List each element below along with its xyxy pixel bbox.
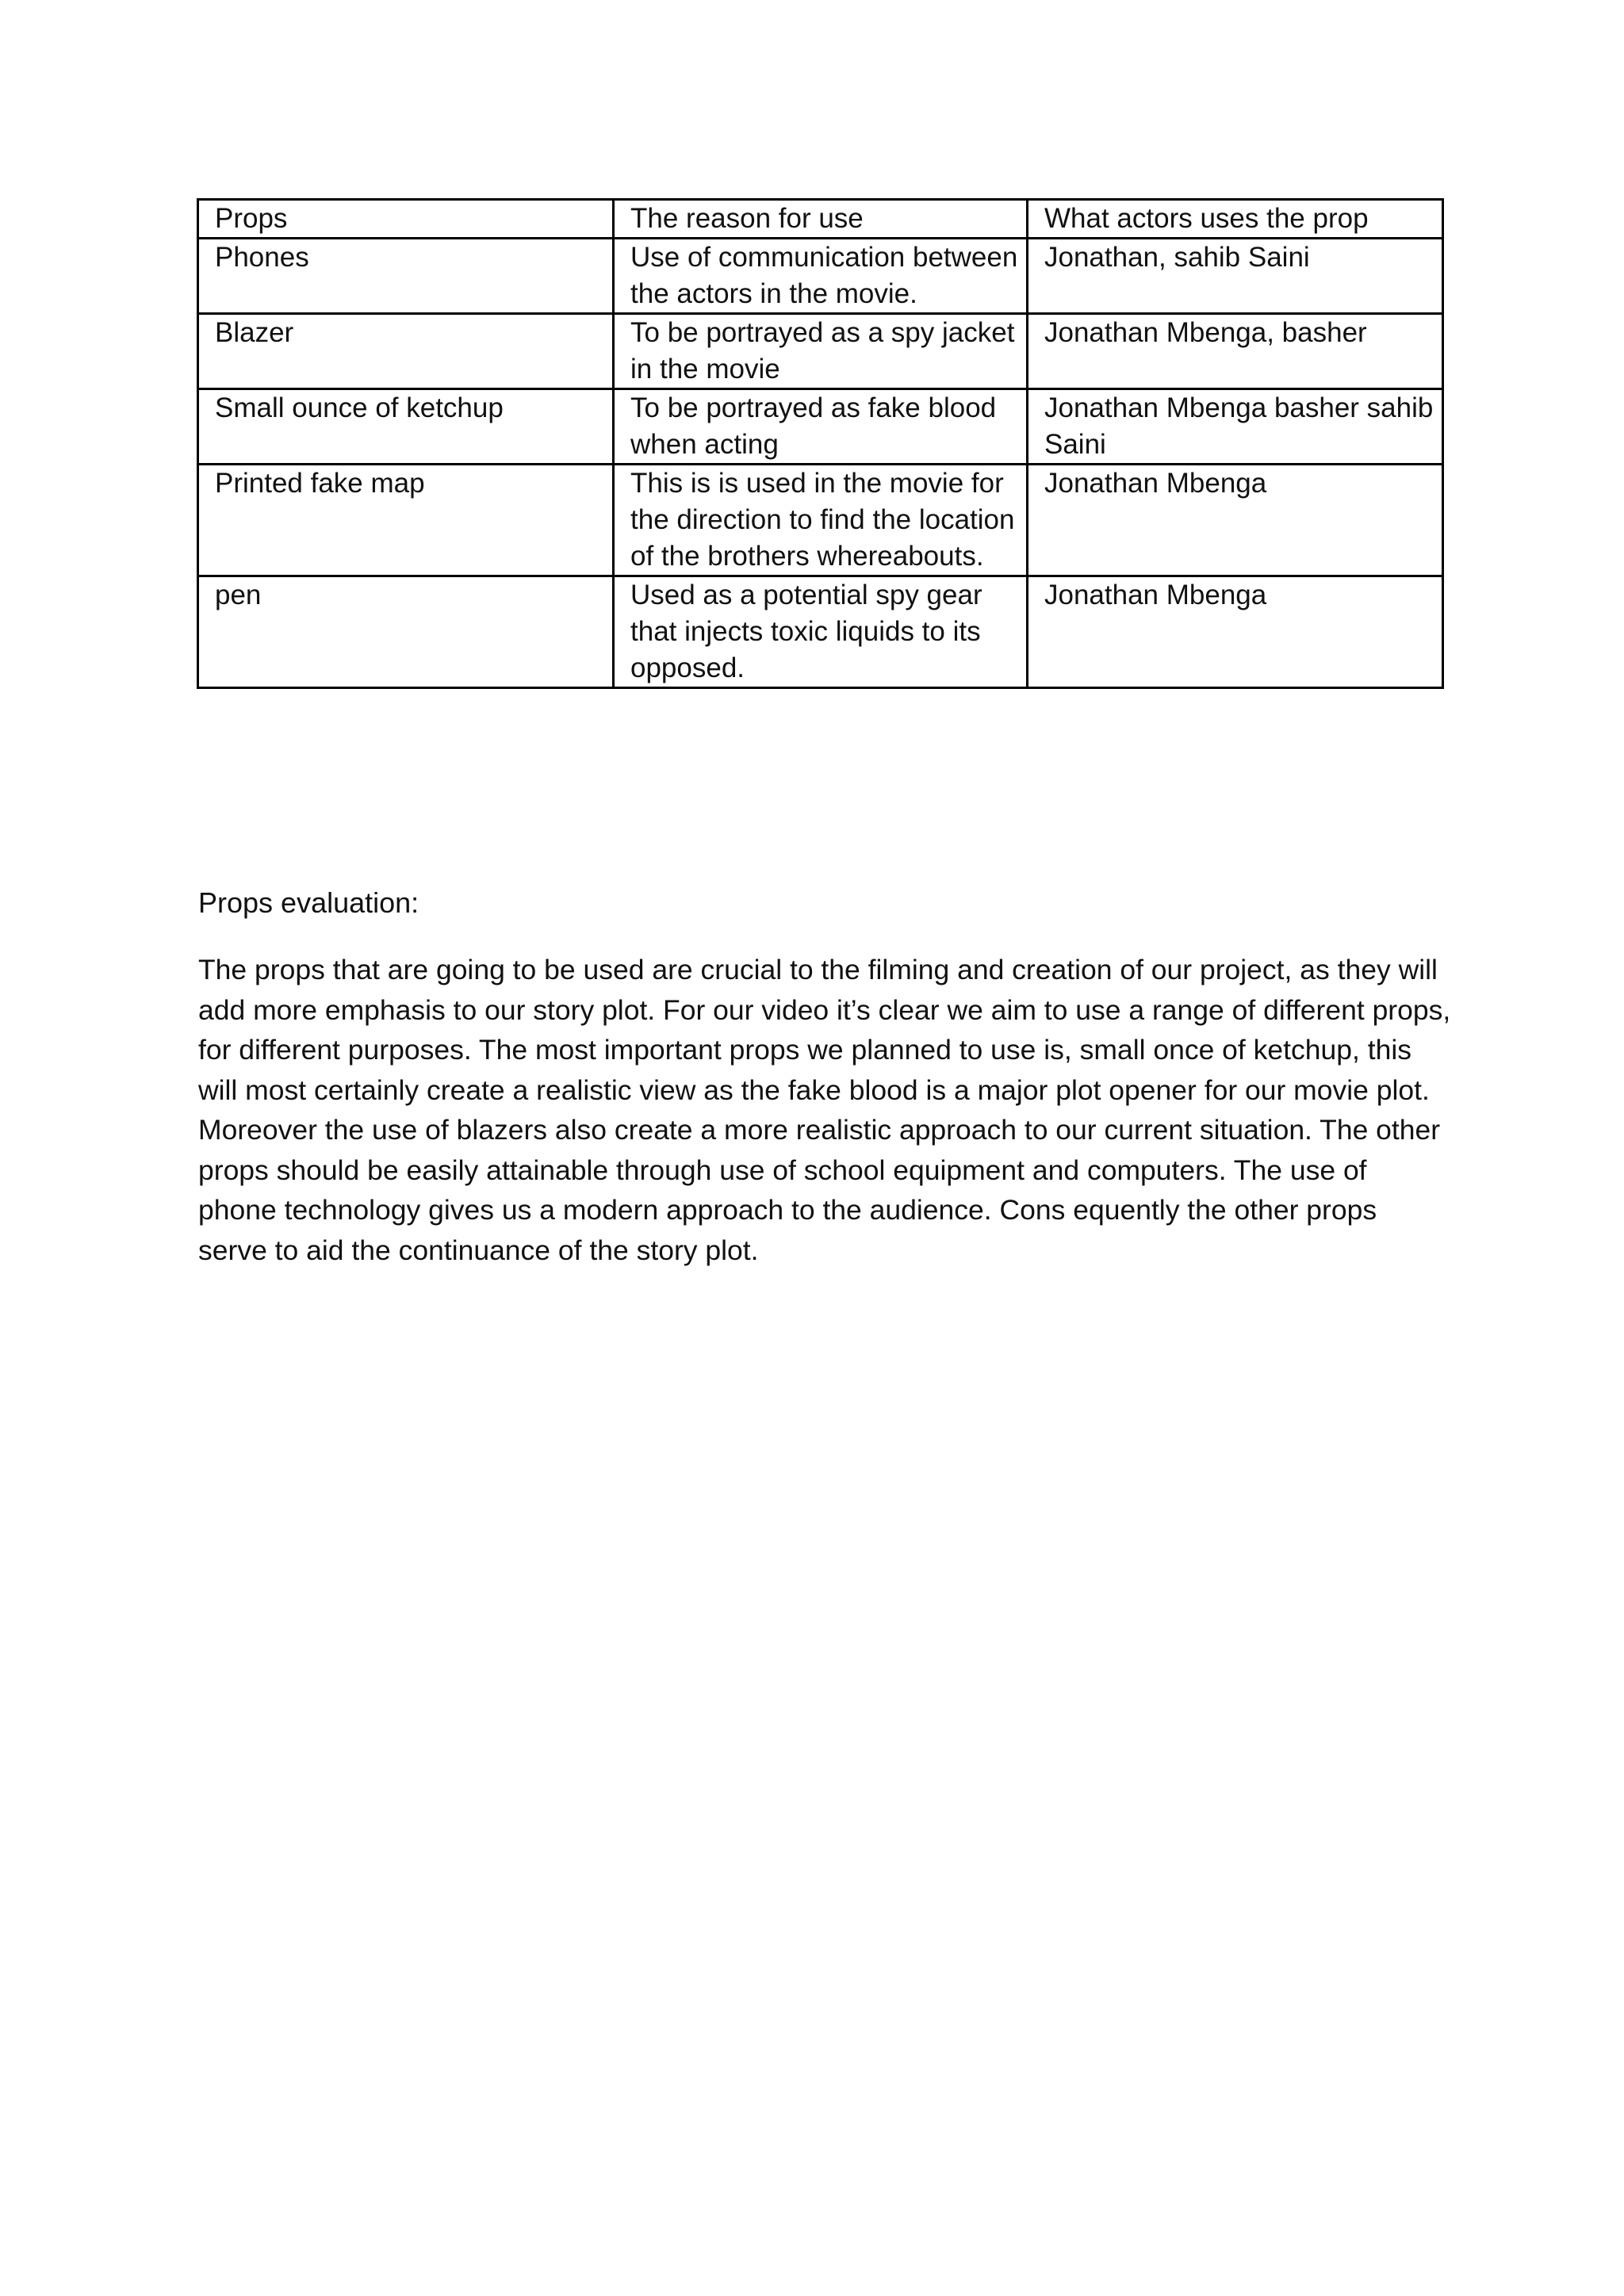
cell-actors: Jonathan Mbenga basher sahib Saini	[1028, 389, 1443, 465]
evaluation-heading: Props evaluation:	[198, 886, 419, 919]
cell-reason: To be portrayed as fake blood when acting	[614, 389, 1028, 465]
table-row	[198, 239, 1443, 314]
cell-actors: Jonathan Mbenga	[1028, 465, 1443, 576]
header-props: Props	[198, 200, 614, 239]
table-row	[198, 389, 1443, 465]
cell-actors: Jonathan, sahib Saini	[1028, 239, 1443, 314]
table-row	[198, 576, 1443, 688]
evaluation-paragraph: The props that are going to be used are crucial to the filming and creation of our project, as they will add more emphasis to our story plot. For our video it’s clear we aim to use a range of different props, for different purposes. The most important props we planned to use is, small once of ketchup, this will most certainly create a realistic view as the fake blood is a major plot opener for our movie plot. Moreover the use of blazers also create a more realistic approach to our current situation. The other props should be easily attainable through use of school equipment and computers. The use of phone technology gives us a modern approach to the audience. Cons equently the other props serve to aid the continuance of the story plot.	[198, 954, 1451, 1266]
cell-prop: pen	[198, 576, 614, 688]
cell-reason: This is is used in the movie for the direction to find the location of the brothers whereabouts.	[614, 465, 1028, 576]
cell-prop: Small ounce of ketchup	[198, 389, 614, 465]
cell-prop: Blazer	[198, 314, 614, 389]
cell-reason: Used as a potential spy gear that injects toxic liquids to its opposed.	[614, 576, 1028, 688]
table-row	[198, 314, 1443, 389]
cell-actors: Jonathan Mbenga	[1028, 576, 1443, 688]
table-header-row	[198, 200, 1443, 239]
cell-prop: Phones	[198, 239, 614, 314]
table-row	[198, 465, 1443, 576]
cell-prop: Printed fake map	[198, 465, 614, 576]
header-actors: What actors uses the prop	[1028, 200, 1443, 239]
cell-reason: Use of communication between the actors in the movie.	[614, 239, 1028, 314]
cell-reason: To be portrayed as a spy jacket in the movie	[614, 314, 1028, 389]
cell-actors: Jonathan Mbenga, basher	[1028, 314, 1443, 389]
header-reason: The reason for use	[614, 200, 1028, 239]
props-table	[197, 198, 1444, 689]
